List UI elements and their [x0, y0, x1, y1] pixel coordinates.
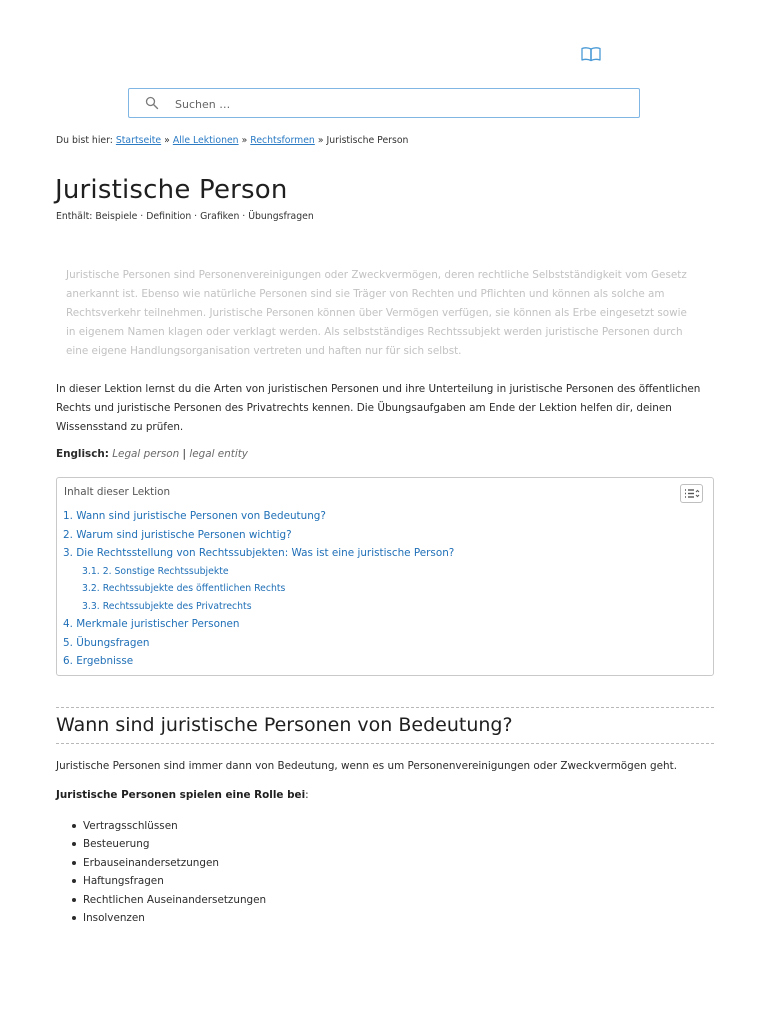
roles-intro-text: Juristische Personen spielen eine Rolle bei — [56, 789, 306, 801]
toc-subitem-privatrecht[interactable]: 3.3. Rechtssubjekte des Privatrechts — [82, 600, 252, 612]
page-subtitle: Enthält: Beispiele · Definition · Grafiken · Übungsfragen — [56, 211, 314, 222]
toc-item-warum-wichtig[interactable]: 2. Warum sind juristische Personen wichtig? — [63, 528, 292, 541]
table-of-contents — [56, 477, 714, 676]
list-item: Besteuerung — [56, 835, 266, 853]
breadcrumb-prefix: Du bist hier: — [56, 135, 113, 146]
breadcrumb-link-alle-lektionen[interactable]: Alle Lektionen — [172, 135, 239, 146]
breadcrumb-separator: » — [164, 135, 170, 146]
toc-item-ergebnisse[interactable]: 6. Ergebnisse — [63, 655, 134, 668]
section-text: Juristische Personen sind immer dann von Bedeutung, wenn es um Personenvereinigungen oder Zweckvermögen geht. — [56, 760, 677, 772]
english-separator: | — [182, 448, 187, 460]
roles-intro-colon: : — [305, 789, 309, 801]
list-item: Insolvenzen — [56, 909, 266, 927]
section-heading: Wann sind juristische Personen von Bedeutung? — [56, 707, 714, 744]
breadcrumb-separator: » — [241, 135, 248, 146]
list-item: Rechtlichen Auseinandersetzungen — [56, 891, 266, 909]
english-label: Englisch: — [56, 448, 109, 460]
breadcrumb-separator: » — [317, 135, 324, 146]
page-title: Juristische Person — [55, 175, 288, 205]
toc-subitem-oeffentliches-recht[interactable]: 3.2. Rechtssubjekte des öffentlichen Rechts — [82, 583, 286, 595]
toc-item-bedeutung[interactable]: 1. Wann sind juristische Personen von Bedeutung? — [63, 510, 326, 522]
lesson-description: In dieser Lektion lernst du die Arten von juristischen Personen und ihre Unterteilung in juristische Personen des öffentlichen Rechts und juristische Personen des Privatrechts kennen. Die Übungsaufgaben am Ende der Lektion helfen dir, deinen Wissensstand zu prüfen. — [56, 383, 701, 433]
breadcrumb — [56, 135, 408, 146]
list-toggle-icon — [683, 487, 700, 500]
english-term-legal-person: Legal person — [112, 448, 180, 460]
breadcrumb-current: Juristische Person — [326, 135, 409, 146]
toc-title: Inhalt dieser Lektion — [64, 486, 171, 498]
book-icon[interactable] — [580, 46, 602, 62]
breadcrumb-link-rechtsformen[interactable]: Rechtsformen — [250, 135, 315, 146]
intro-text: Juristische Personen sind Personenvereinigungen oder Zweckvermögen, deren rechtliche Selbstständigkeit vom Gesetz anerkannt ist. Ebenso wie natürliche Personen sind sie Träger von Rechten und Pflichten und können als solche am Rechtsverkehr teilnehmen. Juristische Personen können über Vermögen verfügen, sie können als Erbe eingesetzt sowie in eigenem Namen klagen oder verklagt werden. Als selbstständiges Rechtssubjekt werden juristische Personen durch eine eigene Handlungsorganisation vertreten und haften nur für sich selbst. — [66, 269, 687, 357]
toc-toggle-button[interactable] — [680, 484, 703, 503]
roles-intro — [56, 789, 309, 801]
toc-subitem-sonstige[interactable]: 3.1. 2. Sonstige Rechtssubjekte — [82, 565, 229, 577]
roles-list — [56, 817, 266, 927]
english-translation — [56, 448, 248, 460]
list-item: Vertragsschlüssen — [56, 817, 266, 835]
toc-item-merkmale[interactable]: 4. Merkmale juristischer Personen — [63, 618, 240, 630]
search-box — [128, 88, 640, 118]
english-term-legal-entity: legal entity — [189, 448, 248, 460]
search-icon[interactable] — [145, 95, 159, 109]
search-input[interactable] — [173, 93, 617, 115]
list-item: Haftungsfragen — [56, 872, 266, 890]
list-item: Erbauseinandersetzungen — [56, 854, 266, 872]
toc-item-rechtsstellung[interactable]: 3. Die Rechtsstellung von Rechtssubjekten: Was ist eine juristische Person? — [63, 547, 455, 560]
breadcrumb-link-startseite[interactable]: Startseite — [115, 135, 162, 146]
toc-list — [63, 507, 454, 671]
toc-item-uebungsfragen[interactable]: 5. Übungsfragen — [63, 636, 150, 649]
